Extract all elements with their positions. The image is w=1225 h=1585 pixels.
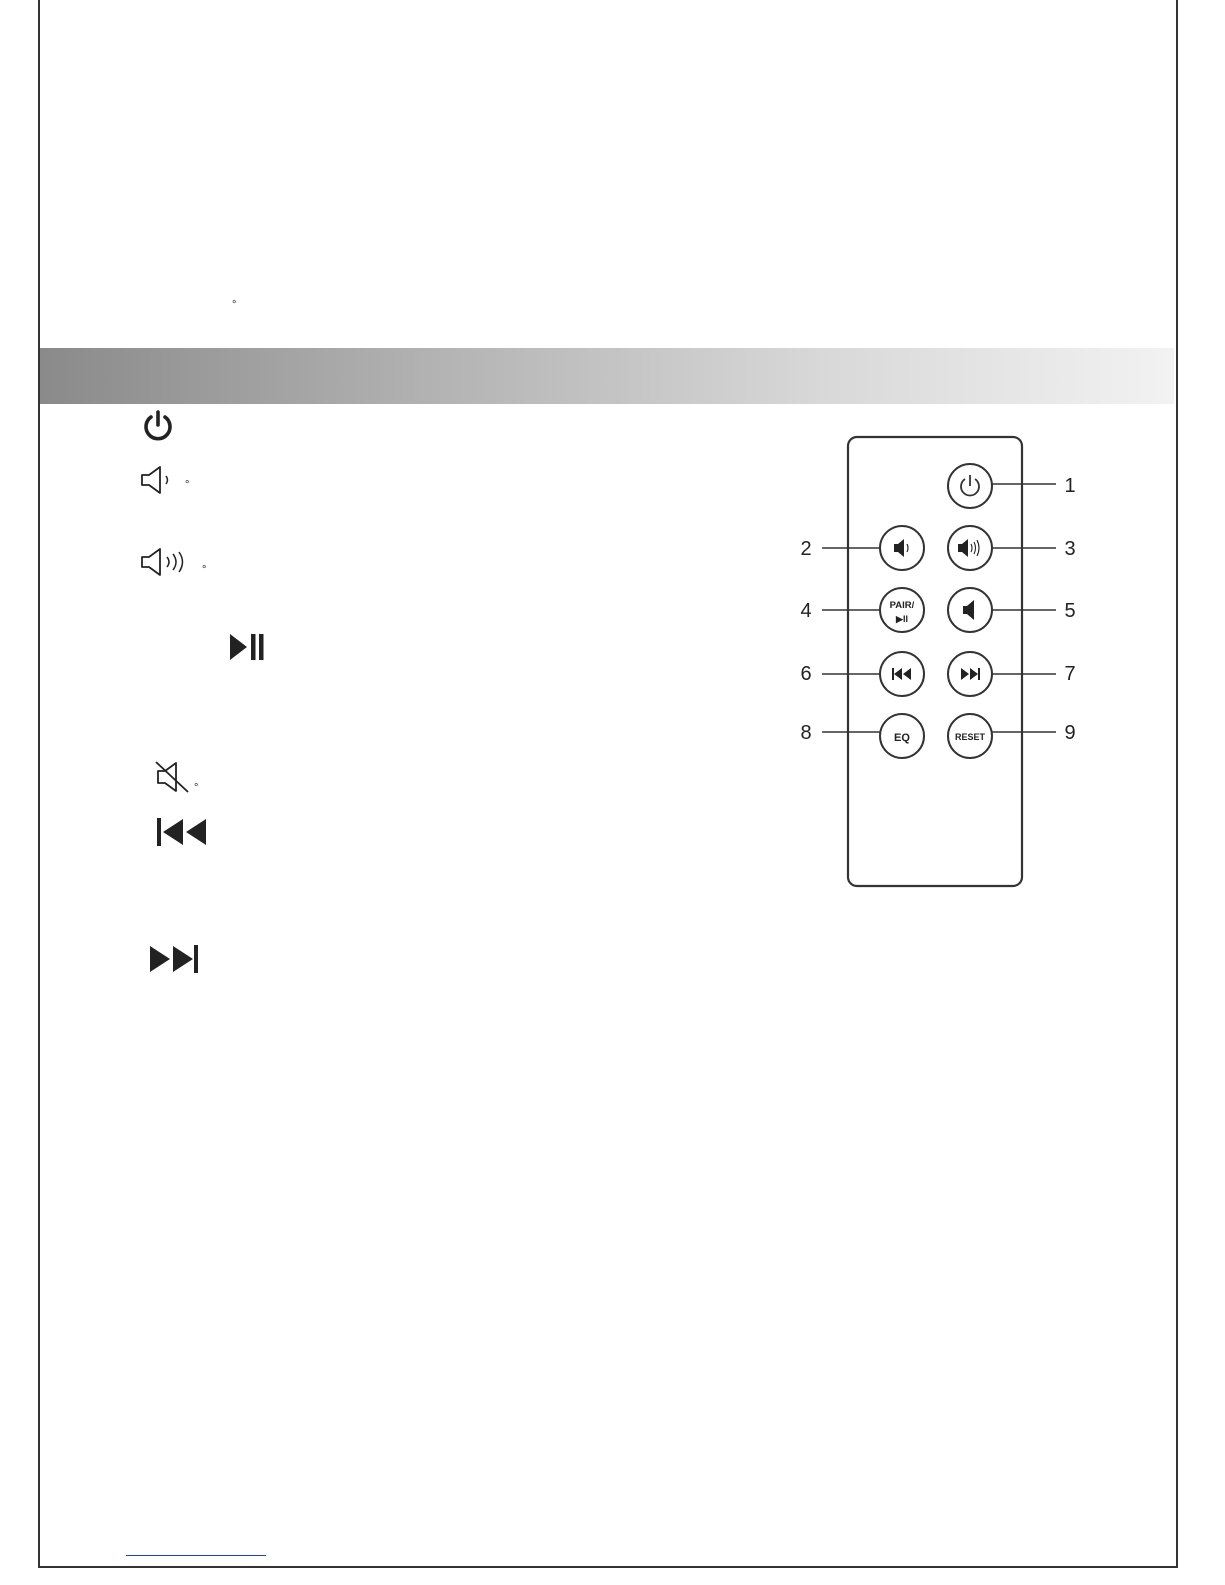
remote-control-diagram bbox=[790, 430, 1110, 900]
degree-mark: ° bbox=[194, 782, 199, 794]
callout-number: 8 bbox=[800, 722, 812, 744]
remote-power-button[interactable] bbox=[948, 464, 992, 508]
callout-number: 5 bbox=[1064, 600, 1076, 622]
svg-text:PAIR/: PAIR/ bbox=[889, 600, 915, 611]
remote-next-track-button[interactable] bbox=[948, 652, 992, 696]
remote-mute-button[interactable] bbox=[948, 588, 992, 632]
remote-previous-track-button[interactable] bbox=[880, 652, 924, 696]
degree-mark: ° bbox=[202, 564, 207, 576]
mute-icon bbox=[152, 758, 199, 798]
callout-number: 1 bbox=[1064, 475, 1076, 497]
volume-down-icon bbox=[138, 464, 178, 496]
degree-mark: ° bbox=[185, 479, 190, 491]
remote-body bbox=[848, 437, 1022, 886]
section-header-band bbox=[40, 348, 1174, 404]
remote-volume-down-button[interactable] bbox=[880, 526, 924, 570]
degree-mark: ° bbox=[232, 299, 237, 311]
callout-number: 7 bbox=[1064, 663, 1076, 685]
remote-pair-play-pause-button[interactable] bbox=[880, 588, 924, 632]
svg-text:▶II: ▶II bbox=[896, 614, 908, 624]
callout-number: 3 bbox=[1064, 538, 1076, 560]
callout-number: 9 bbox=[1064, 722, 1076, 744]
footer-link-underline[interactable] bbox=[126, 1555, 266, 1556]
volume-up-icon bbox=[138, 546, 194, 578]
callout-number: 2 bbox=[800, 538, 812, 560]
power-icon bbox=[140, 408, 176, 444]
play-pause-icon bbox=[228, 631, 268, 663]
svg-text:EQ: EQ bbox=[894, 732, 910, 744]
callout-number: 6 bbox=[800, 663, 812, 685]
next-track-icon bbox=[148, 942, 204, 976]
remote-volume-up-button[interactable] bbox=[948, 526, 992, 570]
callout-number: 4 bbox=[800, 600, 812, 622]
previous-track-icon bbox=[155, 815, 211, 849]
remote-reset-button[interactable] bbox=[948, 714, 992, 758]
svg-text:RESET: RESET bbox=[954, 732, 986, 742]
remote-eq-button[interactable] bbox=[880, 714, 924, 758]
